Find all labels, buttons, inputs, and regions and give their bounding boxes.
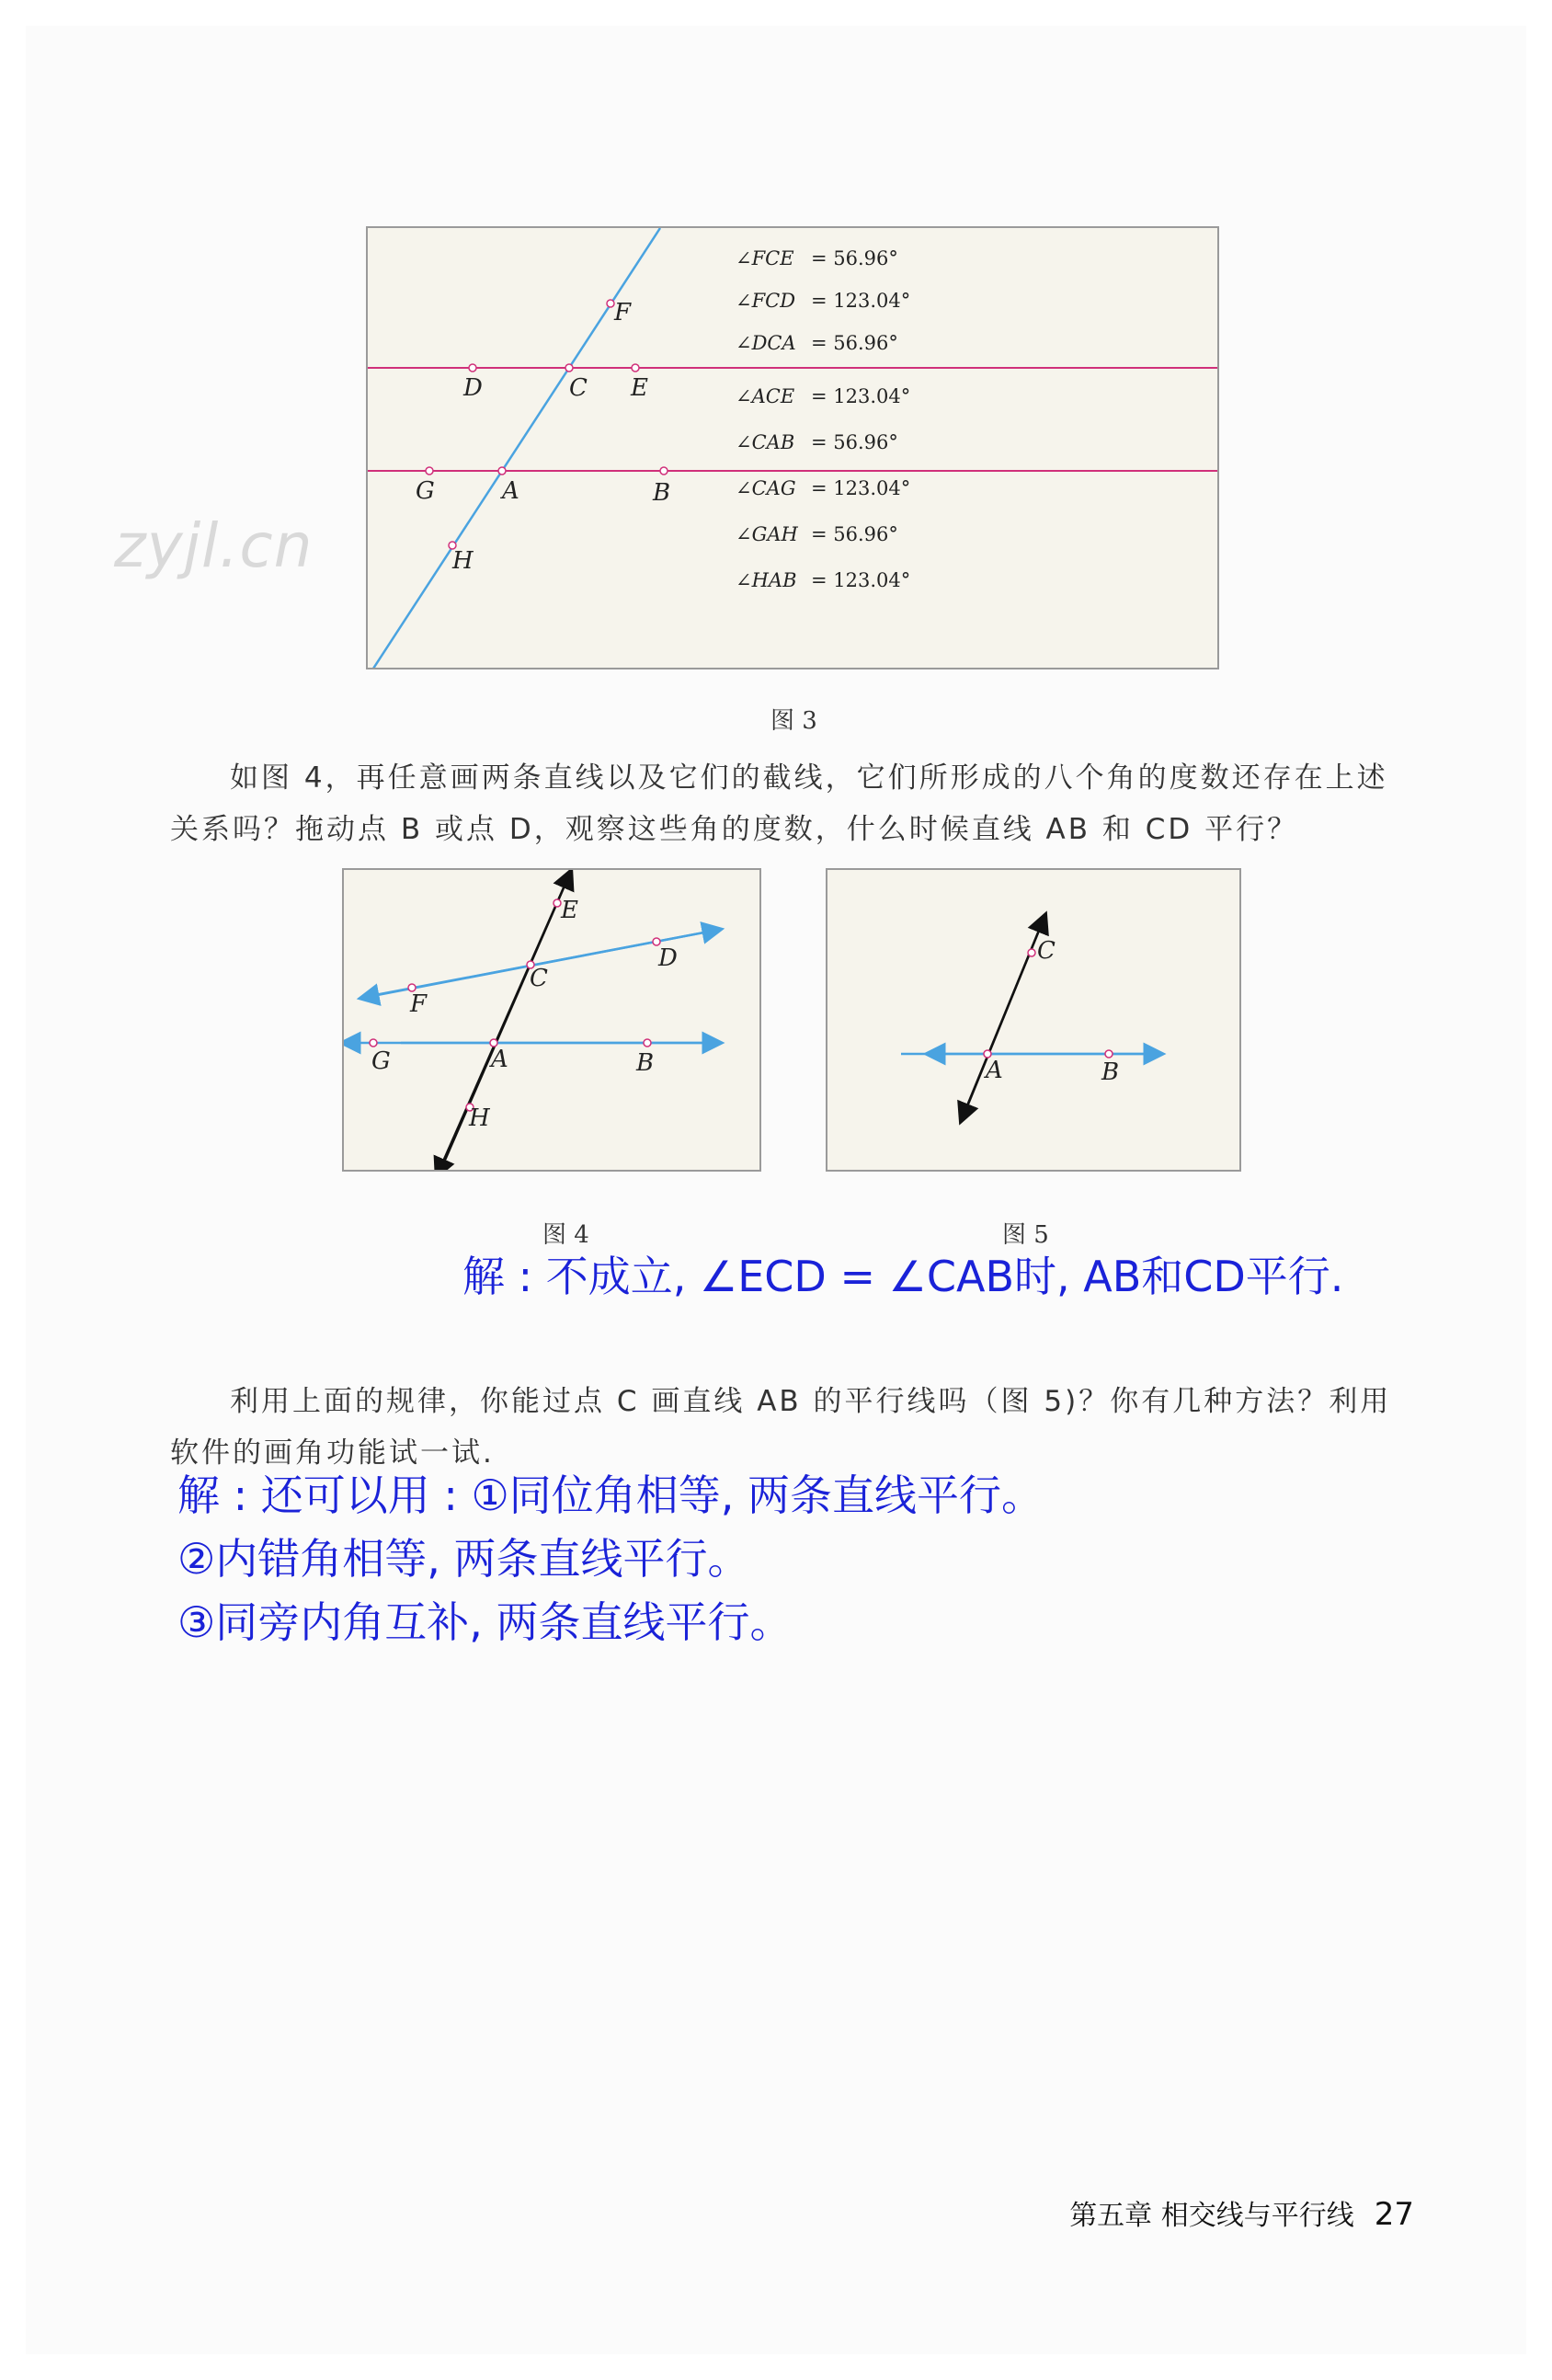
point-g (370, 1039, 377, 1047)
svg-text:∠ACE= 123.04°: ∠ACE = 123.04° (736, 385, 911, 407)
svg-text:∠GAH= 56.96°: ∠GAH = 56.96° (736, 523, 898, 545)
label-c: C (530, 965, 548, 992)
answer-2 (177, 1464, 1044, 1654)
page-number: 27 (1374, 2196, 1414, 2233)
label-g: G (416, 477, 435, 505)
answer-2-line-1: 解 : 还可以用 : ①同位角相等, 两条直线平行。 (177, 1470, 1044, 1520)
point-c (1028, 949, 1035, 956)
label-e: E (631, 374, 648, 402)
label-a: A (502, 477, 519, 505)
point-b (644, 1039, 651, 1047)
figure-5 (826, 868, 1241, 1172)
label-f: F (410, 990, 428, 1018)
label-h: H (469, 1104, 490, 1132)
label-b: B (1101, 1058, 1120, 1086)
point-c (565, 364, 573, 372)
angle-measurements (736, 247, 910, 591)
figure-4 (342, 868, 761, 1172)
page-footer (1069, 2192, 1414, 2233)
figure-4-drawing (344, 870, 761, 1172)
label-f: F (614, 299, 632, 326)
svg-text:∠DCA= 56.96°: ∠DCA = 56.96° (736, 332, 898, 354)
point-d (469, 364, 476, 372)
label-g: G (371, 1047, 391, 1075)
svg-text:∠FCE= 56.96°: ∠FCE = 56.96° (736, 247, 898, 269)
svg-text:∠CAG= 123.04°: ∠CAG = 123.04° (736, 477, 911, 499)
paragraph-2-line-1: 利用上面的规律，你能过点 C 画直线 AB 的平行线吗（图 5)？你有几种方法？利用 (230, 1385, 1392, 1418)
label-h: H (452, 547, 474, 575)
paragraph-1 (170, 752, 1439, 855)
label-d: D (463, 374, 483, 402)
watermark: zyjl.cn (114, 510, 314, 581)
label-a: A (986, 1057, 1003, 1084)
answer-2-line-3: ③同旁内角互补, 两条直线平行。 (177, 1597, 793, 1647)
point-a (498, 467, 506, 475)
answer-2-line-2: ②内错角相等, 两条直线平行。 (177, 1534, 750, 1584)
label-b: B (636, 1049, 655, 1077)
chapter-title: 第五章 相交线与平行线 (1069, 2200, 1354, 2232)
point-e (632, 364, 639, 372)
svg-text:∠CAB= 56.96°: ∠CAB = 56.96° (736, 431, 898, 453)
svg-text:∠FCD= 123.04°: ∠FCD = 123.04° (736, 290, 911, 312)
figure-3 (366, 226, 1219, 669)
label-c: C (569, 374, 588, 402)
paragraph-1-line-2: 关系吗？拖动点 B 或点 D，观察这些角的度数，什么时候直线 AB 和 CD 平行？ (170, 813, 1299, 846)
label-b: B (653, 479, 671, 507)
paragraph-2-line-2: 软件的画角功能试一试. (170, 1436, 495, 1470)
figure-5-caption: 图 5 (1002, 1221, 1049, 1249)
figure-3-drawing (368, 228, 1219, 669)
figure-3-caption: 图 3 (770, 707, 817, 735)
point-b (1105, 1050, 1113, 1058)
paragraph-1-line-1: 如图 4，再任意画两条直线以及它们的截线，它们所形成的八个角的度数还存在上述 (230, 761, 1388, 795)
point-e (553, 899, 561, 907)
label-d: D (658, 944, 678, 972)
point-f (607, 300, 614, 307)
point-g (426, 467, 433, 475)
point-b (660, 467, 668, 475)
answer-1: 解 : 不成立, ∠ECD = ∠CAB时, AB和CD平行. (462, 1252, 1344, 1301)
figure-5-drawing (827, 870, 1241, 1172)
figure-4-caption: 图 4 (542, 1221, 589, 1249)
label-c: C (1037, 937, 1056, 965)
transversal-line (371, 228, 660, 669)
label-a: A (491, 1046, 508, 1073)
svg-text:∠HAB= 123.04°: ∠HAB = 123.04° (736, 569, 911, 591)
label-e: E (561, 897, 578, 924)
